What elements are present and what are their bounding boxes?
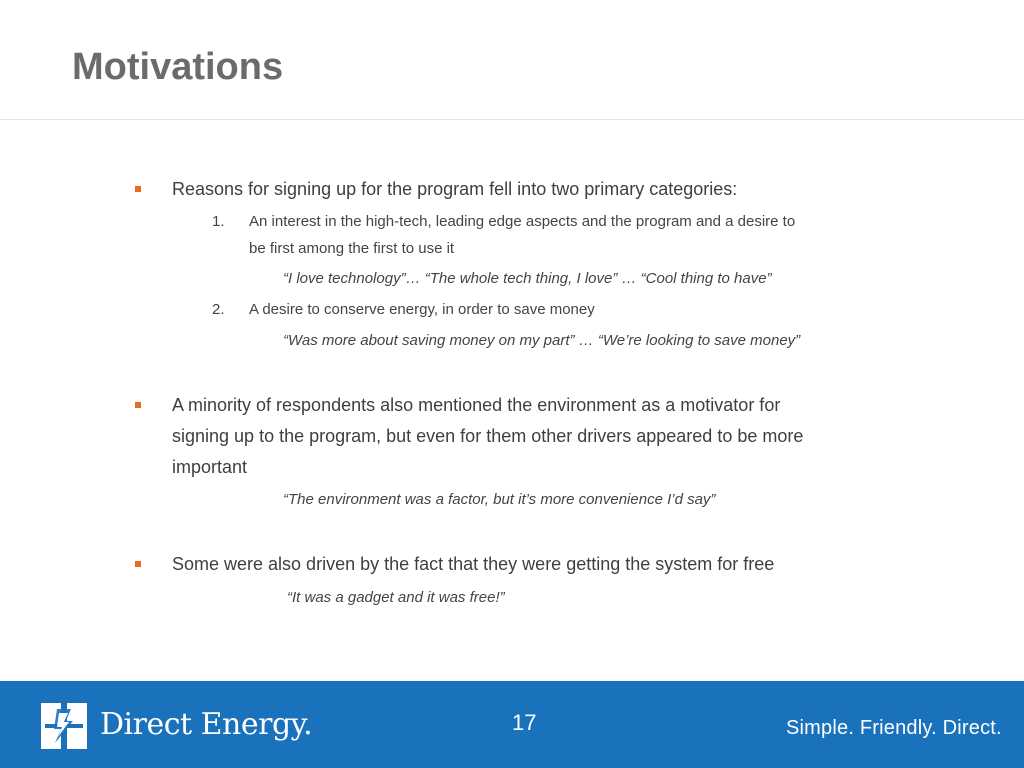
direct-energy-logo-icon <box>41 703 87 749</box>
bullet-text-line: Some were also driven by the fact that they were getting the system for free <box>172 554 775 574</box>
title-divider <box>0 119 1024 120</box>
slide-title: Motivations <box>72 46 284 88</box>
list-item-line: be first among the first to use it <box>249 240 455 257</box>
quote: “Was more about saving money on my part” … “We’re looking to save money” <box>283 332 801 349</box>
list-item-line: A desire to conserve energy, in order to save money <box>249 301 595 318</box>
list-number: 1. <box>212 213 225 230</box>
logo-wordmark: Direct Energy. <box>100 707 313 742</box>
footer-bar <box>0 681 1024 768</box>
quote: “It was a gadget and it was free!” <box>287 589 505 606</box>
bullet-text-line: important <box>172 457 248 477</box>
bullet-marker <box>135 561 141 567</box>
bullet-text-line: signing up to the program, but even for them other drivers appeared to be more <box>172 426 804 446</box>
quote: “I love technology”… “The whole tech thing, I love” … “Cool thing to have” <box>283 270 772 287</box>
bullet-text-line: A minority of respondents also mentioned the environment as a motivator for <box>172 395 781 415</box>
tagline: Simple. Friendly. Direct. <box>786 717 1002 739</box>
bullet-marker <box>135 186 141 192</box>
list-item-line: An interest in the high-tech, leading edge aspects and the program and a desire to <box>249 213 796 230</box>
bullet-marker <box>135 402 141 408</box>
list-number: 2. <box>212 301 225 318</box>
bullet-text: Reasons for signing up for the program fell into two primary categories: <box>172 179 738 199</box>
page-number: 17 <box>512 710 537 735</box>
quote: “The environment was a factor, but it’s more convenience I’d say” <box>283 491 716 508</box>
